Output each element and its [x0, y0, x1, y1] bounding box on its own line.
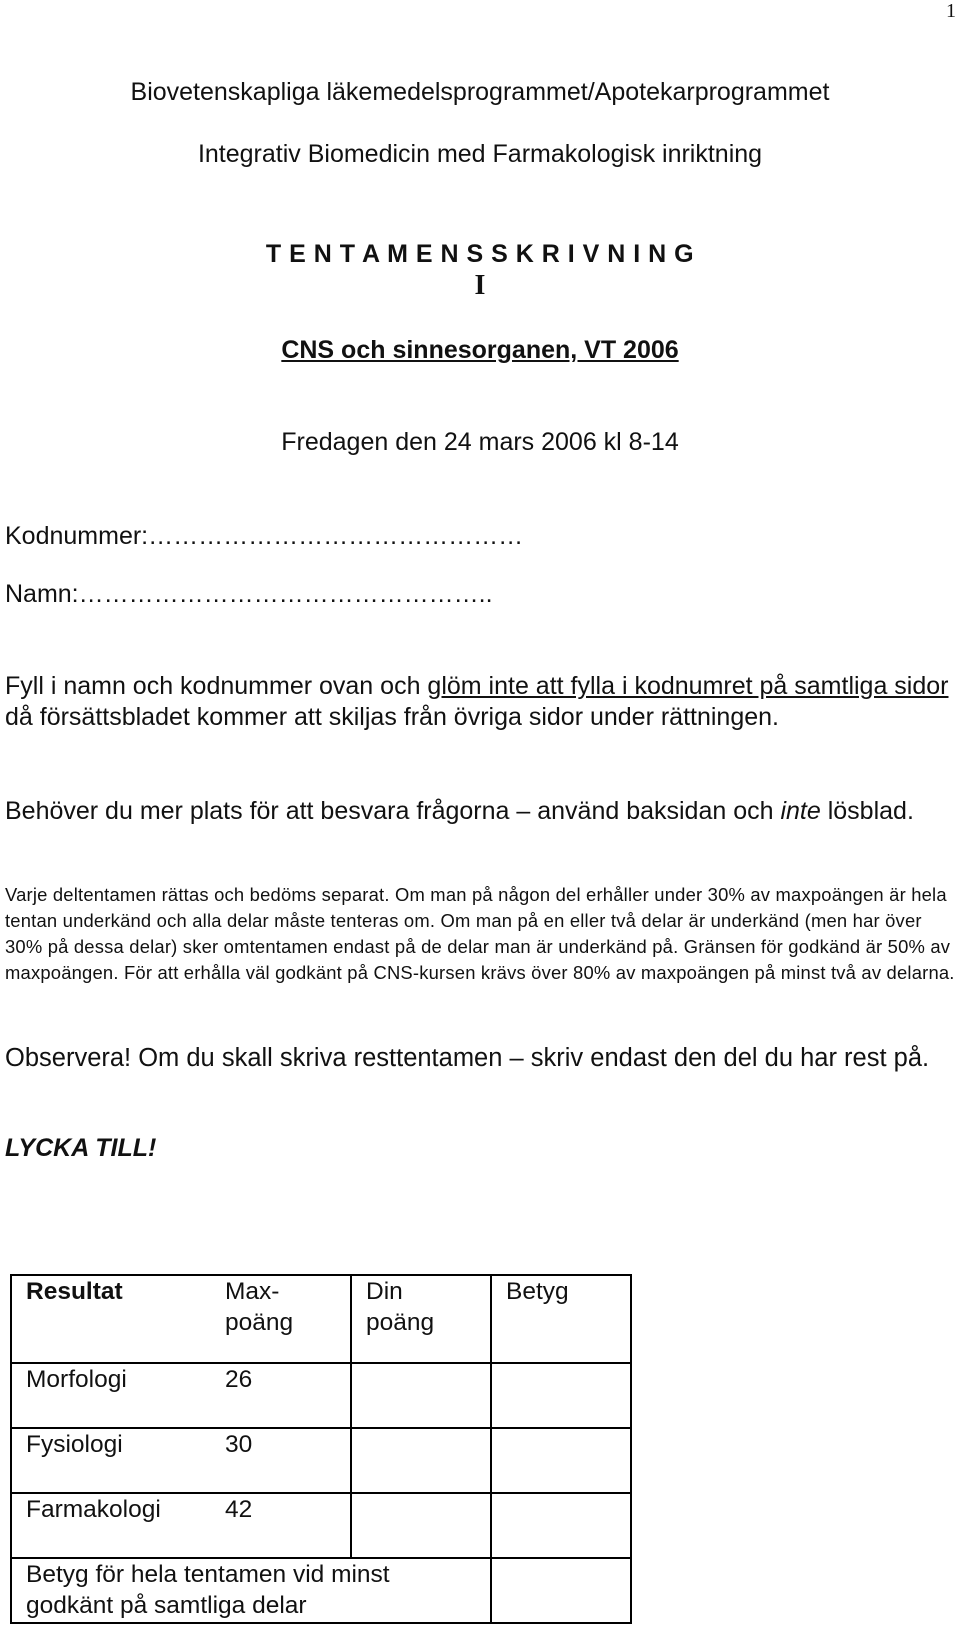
- row-max: 26: [211, 1363, 351, 1428]
- good-luck: LYCKA TILL!: [5, 1134, 157, 1162]
- row-din-poang[interactable]: [351, 1493, 491, 1558]
- instruction-fill-in-text: Fyll i namn och kodnummer ovan och: [5, 672, 428, 700]
- row-din-poang[interactable]: [351, 1428, 491, 1493]
- instruction-fill-in-emphasis: glöm inte att fylla i kodnumret på samtliga sidor: [427, 672, 949, 700]
- header-din-poang: Din poäng: [351, 1275, 491, 1363]
- table-row: [11, 1363, 631, 1428]
- row-label: Farmakologi: [11, 1493, 211, 1558]
- row-betyg[interactable]: [491, 1493, 631, 1558]
- exam-roman-numeral: I: [474, 270, 486, 301]
- page-number: 1: [946, 0, 956, 22]
- header-max-poang: Max- poäng: [211, 1275, 351, 1363]
- table-row: [11, 1428, 631, 1493]
- subprogram-name: Integrativ Biomedicin med Farmakologisk inriktning: [197, 140, 763, 168]
- footer-label: Betyg för hela tentamen vid minst godkänt på samtliga delar: [11, 1558, 491, 1623]
- table-row: [11, 1493, 631, 1558]
- footer-betyg[interactable]: [491, 1558, 631, 1623]
- grading-rules: Varje deltentamen rättas och bedöms separat. Om man på någon del erhåller under 30% av maxpoängen är hela tentan underkänd och alla delar måste tenteras om. Om man på en eller två delar är underkänd (men har över 30% på dessa delar) sker omtentamen endast på de delar man är underkänd på. Gränsen för godkänd är 50% av maxpoängen. För att erhålla väl godkänt på CNS-kursen krävs över 80% av maxpoängen på minst två av delarna.: [5, 884, 955, 983]
- instruction-space: [5, 796, 955, 827]
- instruction-space-text: Behöver du mer plats för att besvara frågorna – använd baksidan och: [5, 797, 781, 825]
- instruction-space-italic: inte: [780, 797, 821, 825]
- row-din-poang[interactable]: [351, 1363, 491, 1428]
- exam-title: T E N T A M E N S S K R I V N I N G: [265, 240, 695, 268]
- row-betyg[interactable]: [491, 1428, 631, 1493]
- program-name: Biovetenskapliga läkemedelsprogrammet/Apotekarprogrammet: [130, 78, 830, 106]
- instruction-fill-in-rest: då försättsbladet kommer att skiljas från övriga sidor under rättningen.: [5, 703, 779, 731]
- observe-note: Observera! Om du skall skriva resttentamen – skriv endast den del du har rest på.: [5, 1044, 930, 1072]
- course-name: [0, 336, 960, 365]
- row-max: 42: [211, 1493, 351, 1558]
- row-max: 30: [211, 1428, 351, 1493]
- kodnummer-field[interactable]: Kodnummer:………………………………………: [5, 522, 524, 550]
- row-betyg[interactable]: [491, 1363, 631, 1428]
- row-label: Morfologi: [11, 1363, 211, 1428]
- results-table: [10, 1274, 632, 1624]
- row-label: Fysiologi: [11, 1428, 211, 1493]
- header-betyg: Betyg: [491, 1275, 631, 1363]
- course-name-text: CNS och sinnesorganen, VT 2006: [281, 336, 679, 364]
- instruction-space-rest: lösblad.: [820, 797, 914, 825]
- results-footer-row: [11, 1558, 631, 1623]
- exam-date: Fredagen den 24 mars 2006 kl 8-14: [281, 428, 679, 456]
- namn-field[interactable]: Namn:…………………………………………..: [5, 580, 493, 608]
- header-resultat: Resultat: [11, 1275, 211, 1363]
- results-header-row: [11, 1275, 631, 1363]
- instruction-fill-in: [5, 671, 955, 733]
